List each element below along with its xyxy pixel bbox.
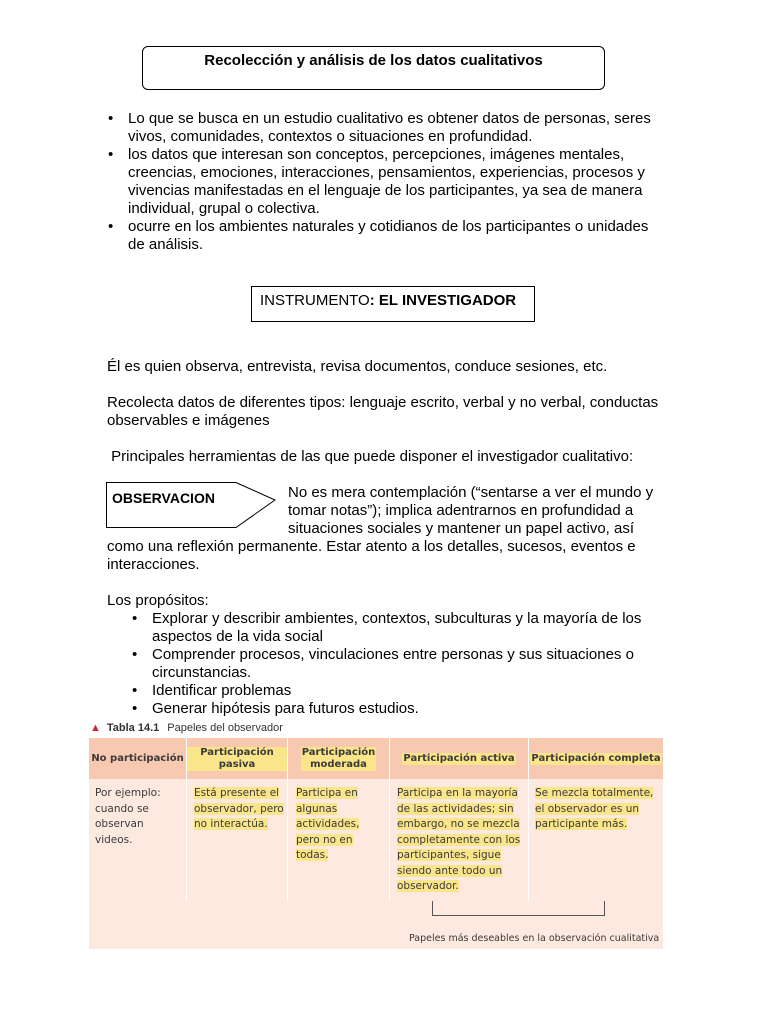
instrument-prefix: INSTRUMENTO: [260, 292, 370, 309]
observation-description: [107, 484, 667, 574]
list-item: • ocurre en los ambientes naturales y cotidianos de los participantes o unidades de análisis.: [108, 218, 668, 254]
list-item: • Identificar problemas: [128, 682, 668, 700]
paragraph-investigator: Él es quien observa, entrevista, revisa documentos, conduce sesiones, etc.: [107, 358, 608, 375]
list-item: • Generar hipótesis para futuros estudios.: [128, 700, 668, 718]
table-cell: Está presente el observador, pero no interactúa.: [194, 787, 284, 830]
table-caption: [90, 721, 283, 735]
table-cell: Participa en la mayoría de las actividades; sin embargo, no se mezcla completamente con los participantes, sigue siendo ante todo un observador.: [397, 787, 521, 892]
header-no-participacion: No participación: [91, 752, 184, 764]
purposes-list: [128, 610, 668, 718]
table-cell: Se mezcla totalmente, el observador es un participante más.: [535, 787, 654, 830]
triangle-icon: ▲: [90, 722, 101, 734]
table-cell: Participa en algunas actividades, pero no en todas.: [296, 787, 360, 861]
header-participacion-completa: Participación completa: [531, 752, 661, 764]
observer-roles-table: [89, 738, 663, 949]
header-participacion-moderada: Participación moderada: [301, 746, 376, 770]
float-spacer: [107, 484, 288, 538]
instrument-box: [251, 286, 535, 322]
paragraph-data-types: Recolecta datos de diferentes tipos: lenguaje escrito, verbal y no verbal, conductas observables e imágenes: [107, 394, 659, 429]
bracket-label: Papeles más deseables en la observación cualitativa: [409, 933, 660, 944]
list-item: • Comprender procesos, vinculaciones entre personas y sus situaciones o circunstancias.: [128, 646, 668, 682]
observation-label: OBSERVACION: [112, 490, 215, 506]
paragraph-tools: Principales herramientas de las que puede disponer el investigador cualitativo:: [107, 448, 634, 465]
desirable-roles-bracket: [432, 901, 605, 916]
header-participacion-activa: Participación activa: [403, 752, 515, 764]
header-participacion-pasiva: Participación pasiva: [187, 738, 287, 779]
list-item: • Lo que se busca en un estudio cualitativo es obtener datos de personas, seres vivos, comunidades, contextos o situaciones en profundidad.: [108, 110, 668, 146]
observation-text: No es mera contemplación (“sentarse a ver el mundo y tomar notas”); implica adentrarnos en profundidad a situaciones sociales y mantener un papel activo, así como una reflexión permanente. Estar atento a los detalles, sucesos, eventos e interacciones.: [107, 484, 654, 573]
table-number: Tabla 14.1: [106, 722, 160, 734]
list-item: • Explorar y describir ambientes, contextos, subculturas y la mayoría de los aspectos de la vida social: [128, 610, 668, 646]
instrument-name: : EL INVESTIGADOR: [369, 292, 517, 309]
list-item: • los datos que interesan son conceptos, percepciones, imágenes mentales, creencias, emociones, interacciones, pensamientos, experiencias, procesos y vivencias manifestadas en el lenguaje de los participantes, ya sea de manera individual, grupal o colectiva.: [108, 146, 668, 218]
intro-bullet-list: [108, 110, 668, 254]
title-box: [142, 46, 605, 90]
purposes-title: Los propósitos:: [107, 592, 209, 609]
page-title: Recolección y análisis de los datos cualitativos: [204, 52, 543, 69]
table-caption-text: Papeles del observador: [167, 722, 283, 734]
table-cell: Por ejemplo: cuando se observan videos.: [95, 787, 161, 846]
